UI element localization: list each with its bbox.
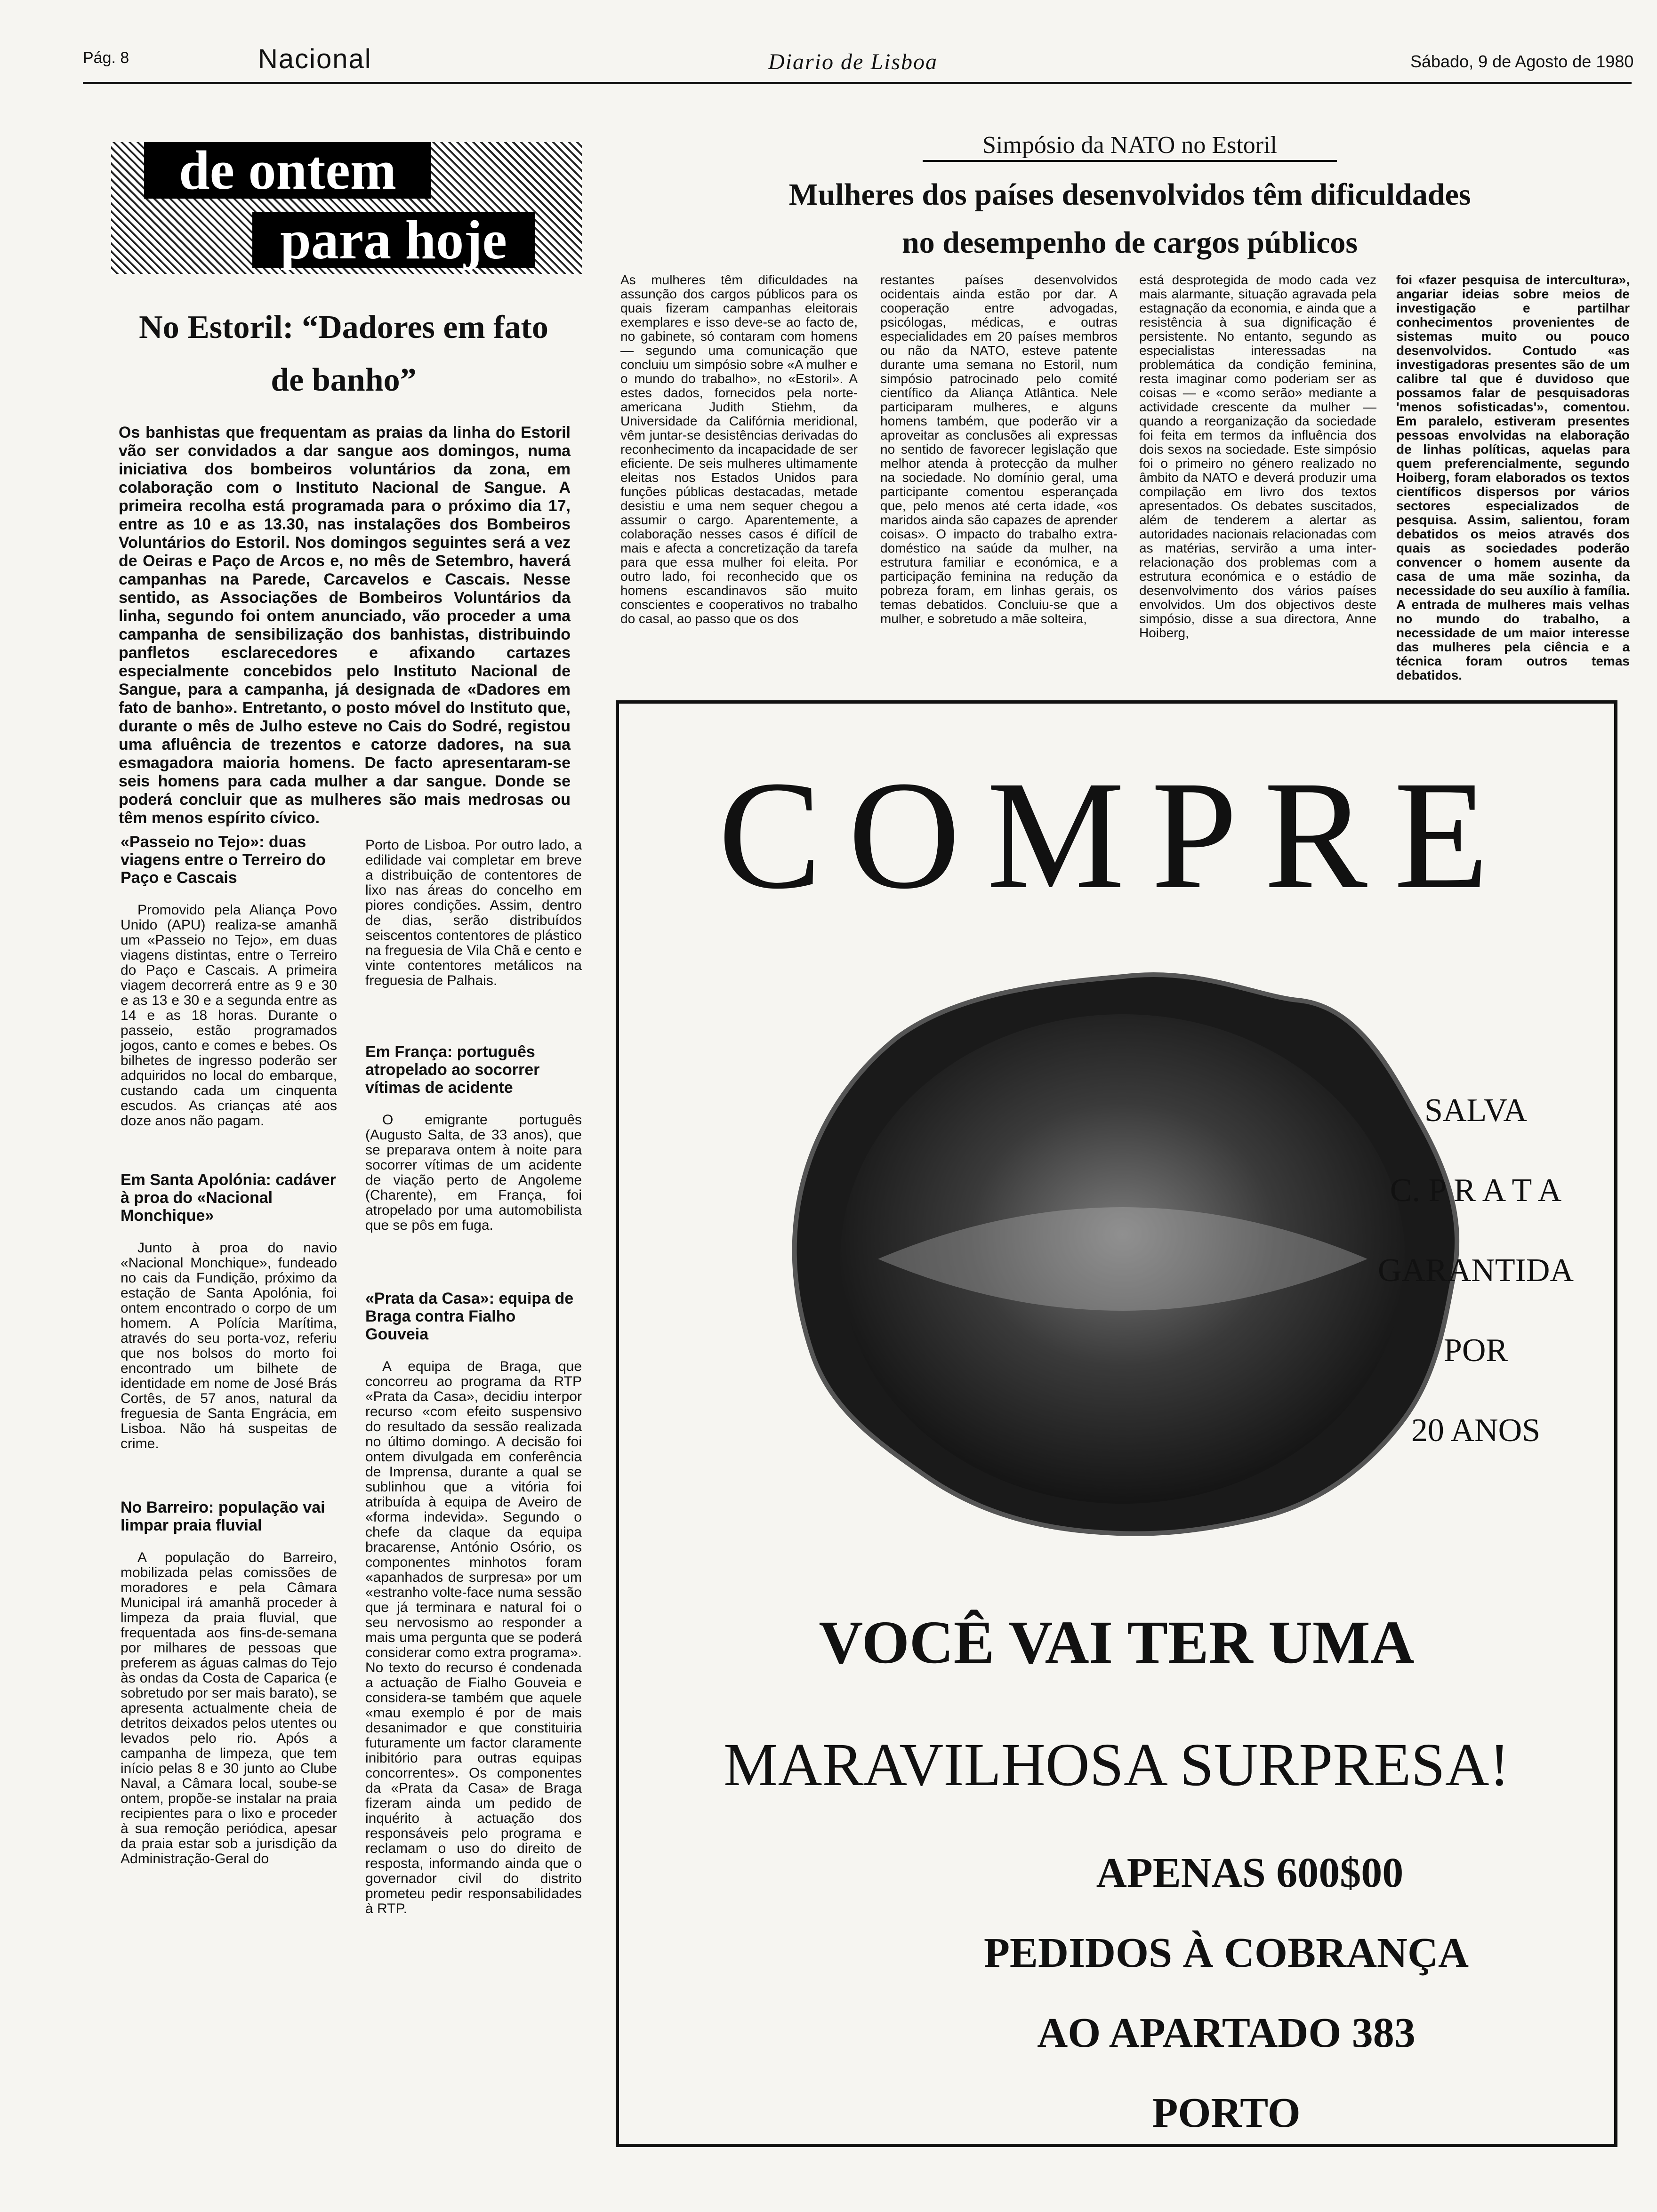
ad-side-line: 20 ANOS xyxy=(1411,1412,1541,1449)
ad-side-line: POR xyxy=(1443,1332,1508,1369)
brief-body: A equipa de Braga, que concorreu ao programa da RTP «Prata da Casa», decidiu interpor recurso «com efeito suspensivo do resultado da sessão realizada no último domingo. A decisão foi ontem divulgada em conferência de Imprensa, durante a qual se sublinhou que a vitória foi atribuída à equipa de Aveiro de «forma indevida». Segundo o chefe da claque da equipa bracarense, António Osório, os componentes minhotos foram «apanhados de surpresa» por um «estranho volte-face numa sessão que já terminara e natural foi o seu nervosismo ao responder a mais uma pergunta que se poderá considerar como extra programa». No texto do recurso é condenada a actuação de Fialho Gouveia e considera-se também que aquele «mau exemplo é por de mais desanimador e que constituiria futuramente um factor claramente inibitório para outras equipas concorrentes». Os componentes da «Prata da Casa» de Braga fizeram ainda um pedido de inquérito à actuação dos responsáveis pelo programa e reclamam o uso do direito de resposta, informando ainda que o governador civil do distrito prometeu pedir responsabilidades à RTP. xyxy=(365,1359,582,1916)
brief-title: No Barreiro: população vai limpar praia fluvial xyxy=(121,1499,325,1534)
ad-title: COMPRE xyxy=(718,749,1515,921)
ad-side-line: C. P R A T A xyxy=(1390,1172,1562,1209)
section-banner xyxy=(111,139,582,274)
brief-body: Promovido pela Aliança Povo Unido (APU) realiza-se amanhã um «Passeio no Tejo», em duas viagens distintas, entre o Terreiro do Paço e Cascais. A primeira viagem decorrerá entre as 9 e 30 e as 13 e 30 e a segunda entre as 14 e as 18 horas. Durante o passeio, estão programados jogos, canto e comes e bebes. Os bilhetes de ingresso poderão ser adquiridos no local do embarque, custando cada um cinquenta escudos. As crianças até aos doze anos não pagam. xyxy=(121,902,337,1129)
brief-body: Junto à proa do navio «Nacional Monchique», fundeado no cais da Fundição, próximo da estação de Santa Apolónia, foi ontem encontrado o corpo de um homem. A Polícia Marítima, através do seu porta-voz, referiu que nos bolsos do morto foi encontrado um bilhete de identidade em nome de José Brás Cortês, de 57 anos, natural da freguesia de Santa Engrácia, em Lisboa. Não há suspeitas de crime. xyxy=(121,1240,337,1451)
brief-body: O emigrante português (Augusto Salta, de 33 anos), que se preparava ontem à noite para socorrer vítimas de um acidente de viação perto de Angoleme (Charente), em França, foi atropelado por uma automobilista que se pôs em fuga. xyxy=(365,1112,582,1233)
nato-column-2: restantes países desenvolvidos ocidentais ainda estão por dar. A cooperação entre advogadas, psicólogas, médicas, e outras especialidades em 20 países membros ou não da NATO, esteve patente durante uma semana no Estoril, num simpósio patrocinado pelo comité científico da Aliança Atlântica. Nele participaram mulheres, e alguns homens também, que poderão vir a aproveitar as conclusões ali expressas no sentido de favorecer legislação que melhor atenda à protecção da mulher na sociedade. No domínio geral, uma participante comentou esperançada que, pelo menos até certa idade, «os maridos ainda são capazes de aprender coisas». O impacto do trabalho extra-doméstico na saúde da mulher, na estrutura familiar e económica, e a participação feminina na redução da pobreza foram, em linhas gerais, os temas debatidos. Concluiu-se que a mulher, e sobretudo a mãe solteira, xyxy=(880,273,1118,626)
lead-headline: No Estoril: “Dadores em fato de banho” xyxy=(139,309,548,398)
header-rule xyxy=(83,82,1632,84)
nato-column-3: está desprotegida de modo cada vez mais alarmante, situação agravada pela estagnação da economia, e ainda que a resistência à sua dignificação é persistente. No entanto, segundo as especialistas interessadas na problemática da condição feminina, resta imaginar como poderiam ser as coisas — e «como serão» mediante a actividade crescente da mulher — quando a reorganização da sociedade foi feita em termos da influência dos dois sexos na sociedade. Este simpósio foi o primeiro no género realizado no âmbito da NATO e deverá produzir uma compilação em livro dos textos apresentados. Os debates suscitados, além de tenderem a alertar as autoridades nacionais relacionadas com as matérias, servirão a uma inter-relacionação dos problemas com a estrutura económica e o estádio de desenvolvimento dos vários países envolvidos. Um dos objectivos deste simpósio, disse a sua directora, Anne Hoiberg, xyxy=(1139,273,1376,640)
brief-body: Porto de Lisboa. Por outro lado, a edilidade vai completar em breve a distribuição de contentores de lixo nas áreas do concelho em piores condições. Assim, dentro de dias, serão distribuídos seiscentos contentores de plástico na freguesia de Vila Chã e cento e vinte contentores metálicos na freguesia de Palhais. xyxy=(365,837,582,988)
brief-title: Em França: português atropelado ao socorrer vítimas de acidente xyxy=(365,1043,540,1097)
brief-title: Em Santa Apolónia: cadáver à proa do «Nacional Monchique» xyxy=(121,1171,336,1225)
nato-kicker: Simpósio da NATO no Estoril xyxy=(923,131,1337,162)
brief-title: «Passeio no Tejo»: duas viagens entre o Terreiro do Paço e Cascais xyxy=(121,833,326,887)
ad-line-2: MARAVILHOSA SURPRESA! xyxy=(724,1731,1510,1799)
ad-order: PEDIDOS À COBRANÇA xyxy=(983,1930,1469,1976)
advertisement xyxy=(616,700,1617,2147)
masthead: Diario de Lisboa xyxy=(768,49,938,74)
lead-body: Os banhistas que frequentam as praias da linha do Estoril vão ser convidados a dar sangue aos domingos, numa iniciativa dos bombeiros voluntários da zona, em colaboração com o Instituto Nacional de Sangue. A primeira recolha está programada para o próximo dia 17, entre as 10 e as 13.30, nas instalações dos Bombeiros Voluntários do Estoril. Nos domingos seguintes será a vez de Oeiras e Paço de Arcos e, no mês de Setembro, haverá campanhas na Parede, Carcavelos e Cascais. Nesse sentido, as Associações de Bombeiros Voluntários da linha, segundo foi ontem anunciado, vão proceder a uma campanha de sensibilização dos banhistas, distribuindo panfletos esclarecedores e afixando cartazes especialmente concebidos pelo Instituto Nacional de Sangue, para a campanha, já designada de «Dadores em fato de banho». Entretanto, o posto móvel do Instituto que, durante o mês de Julho esteve no Cais do Sodré, registou uma afluência de trezentos e catorze dadores, na sua esmagadora maioria homens. De facto apresentaram-se seis homens para cada mulher a dar sangue. Donde se poderá concluir que as mulheres são mais medrosas ou têm menos espírito cívico. xyxy=(119,424,571,827)
page-number: Pág. 8 xyxy=(83,49,129,67)
ad-side-text xyxy=(1344,1071,1608,1471)
section-label: Nacional xyxy=(258,44,372,74)
brief-title: «Prata da Casa»: equipa de Braga contra Fialho Gouveia xyxy=(365,1290,574,1343)
nato-headline-1: Mulheres dos países desenvolvidos têm dificuldades xyxy=(788,177,1471,212)
nato-column-4: foi «fazer pesquisa de intercultura», angariar ideias sobre meios de investigação e partilhar conhecimentos provenientes de sistemas muito ou pouco desenvolvidos. Contudo «as investigadoras presentes são de um calibre tal que é duvidoso que possamos falar de pesquisadoras 'menos sofisticadas'», comentou. Em paralelo, estiveram presentes pessoas envolvidas na elaboração de linhas políticas, aquelas para quem preferencialmente, segundo Hoiberg, foram elaborados os textos científicos dispersos por vários sectores especializados de pesquisa. Assim, salientou, foram debatidos os meios através dos quais as sociedades poderão convencer o homem ausente da casa de uma mãe sozinha, da necessidade do seu auxílio à família. A entrada de mulheres mais velhas no mundo do trabalho, a necessidade de um maior interesse das mulheres pela ciência e a técnica foram outros temas debatidos. xyxy=(1396,273,1630,682)
nato-headline-2: no desempenho de cargos públicos xyxy=(901,225,1358,260)
issue-date: Sábado, 9 de Agosto de 1980 xyxy=(1410,52,1634,71)
brief-body: A população do Barreiro, mobilizada pelas comissões de moradores e pela Câmara Municipal irá amanhã proceder à limpeza da praia fluvial, que frequentada aos fins-de-semana por milhares de pessoas que preferem as águas calmas do Tejo às ondas da Costa de Caparica (e sobretudo por ser mais barato), se apresenta actualmente cheia de detritos deixados pelos utentes ou levados pelo rio. Após a campanha de limpeza, que tem início pelas 8 e 30 junto ao Clube Naval, a Câmara local, soube-se ontem, propõe-se instalar na praia recipientes para o lixo e proceder à sua remoção periódica, apesar da praia estar sob a jurisdição da Administração-Geral do xyxy=(121,1550,337,1867)
ad-side-line: GARANTIDA xyxy=(1377,1252,1574,1289)
ad-price: APENAS 600$00 xyxy=(1096,1850,1404,1896)
ad-side-line: SALVA xyxy=(1424,1092,1527,1129)
middle-column xyxy=(365,838,582,1916)
ad-line-1: VOCÊ VAI TER UMA xyxy=(819,1609,1415,1676)
banner-line-2: para hoje xyxy=(252,212,535,268)
nato-column-1: As mulheres têm dificuldades na assunção dos cargos públicos para os quais fizeram campanhas eleitorais exemplares e isso deve-se ao facto de, no gabinete, só contaram com homens — segundo uma comunicação que concluiu um simpósio sobre «A mulher e o mundo do trabalho», no «Estoril». A estes dados, fornecidos pela norte-americana Judith Stiehm, da Universidade da Califórnia meridional, vêm juntar-se desistências derivadas do reconhecimento da incapacidade de ser eficiente. De seis mulheres ultimamente eleitas nos Estados Unidos para funções públicas destacadas, metade desistiu e uma nem sequer chegou a assumir o cargo. Aparentemente, a colaboração nesses casos é difícil de mais e afecta a concretização da tarefa para que essa mulher foi eleita. Por outro lado, foi reconhecido que os homens escandinavos são muito conscientes e cooperativos no trabalho do casal, ao passo que os dos xyxy=(620,273,858,626)
ad-box: AO APARTADO 383 xyxy=(1037,2010,1416,2056)
ad-city: PORTO xyxy=(1152,2090,1301,2136)
left-column xyxy=(121,833,337,1867)
banner-line-1: de ontem xyxy=(144,142,431,199)
